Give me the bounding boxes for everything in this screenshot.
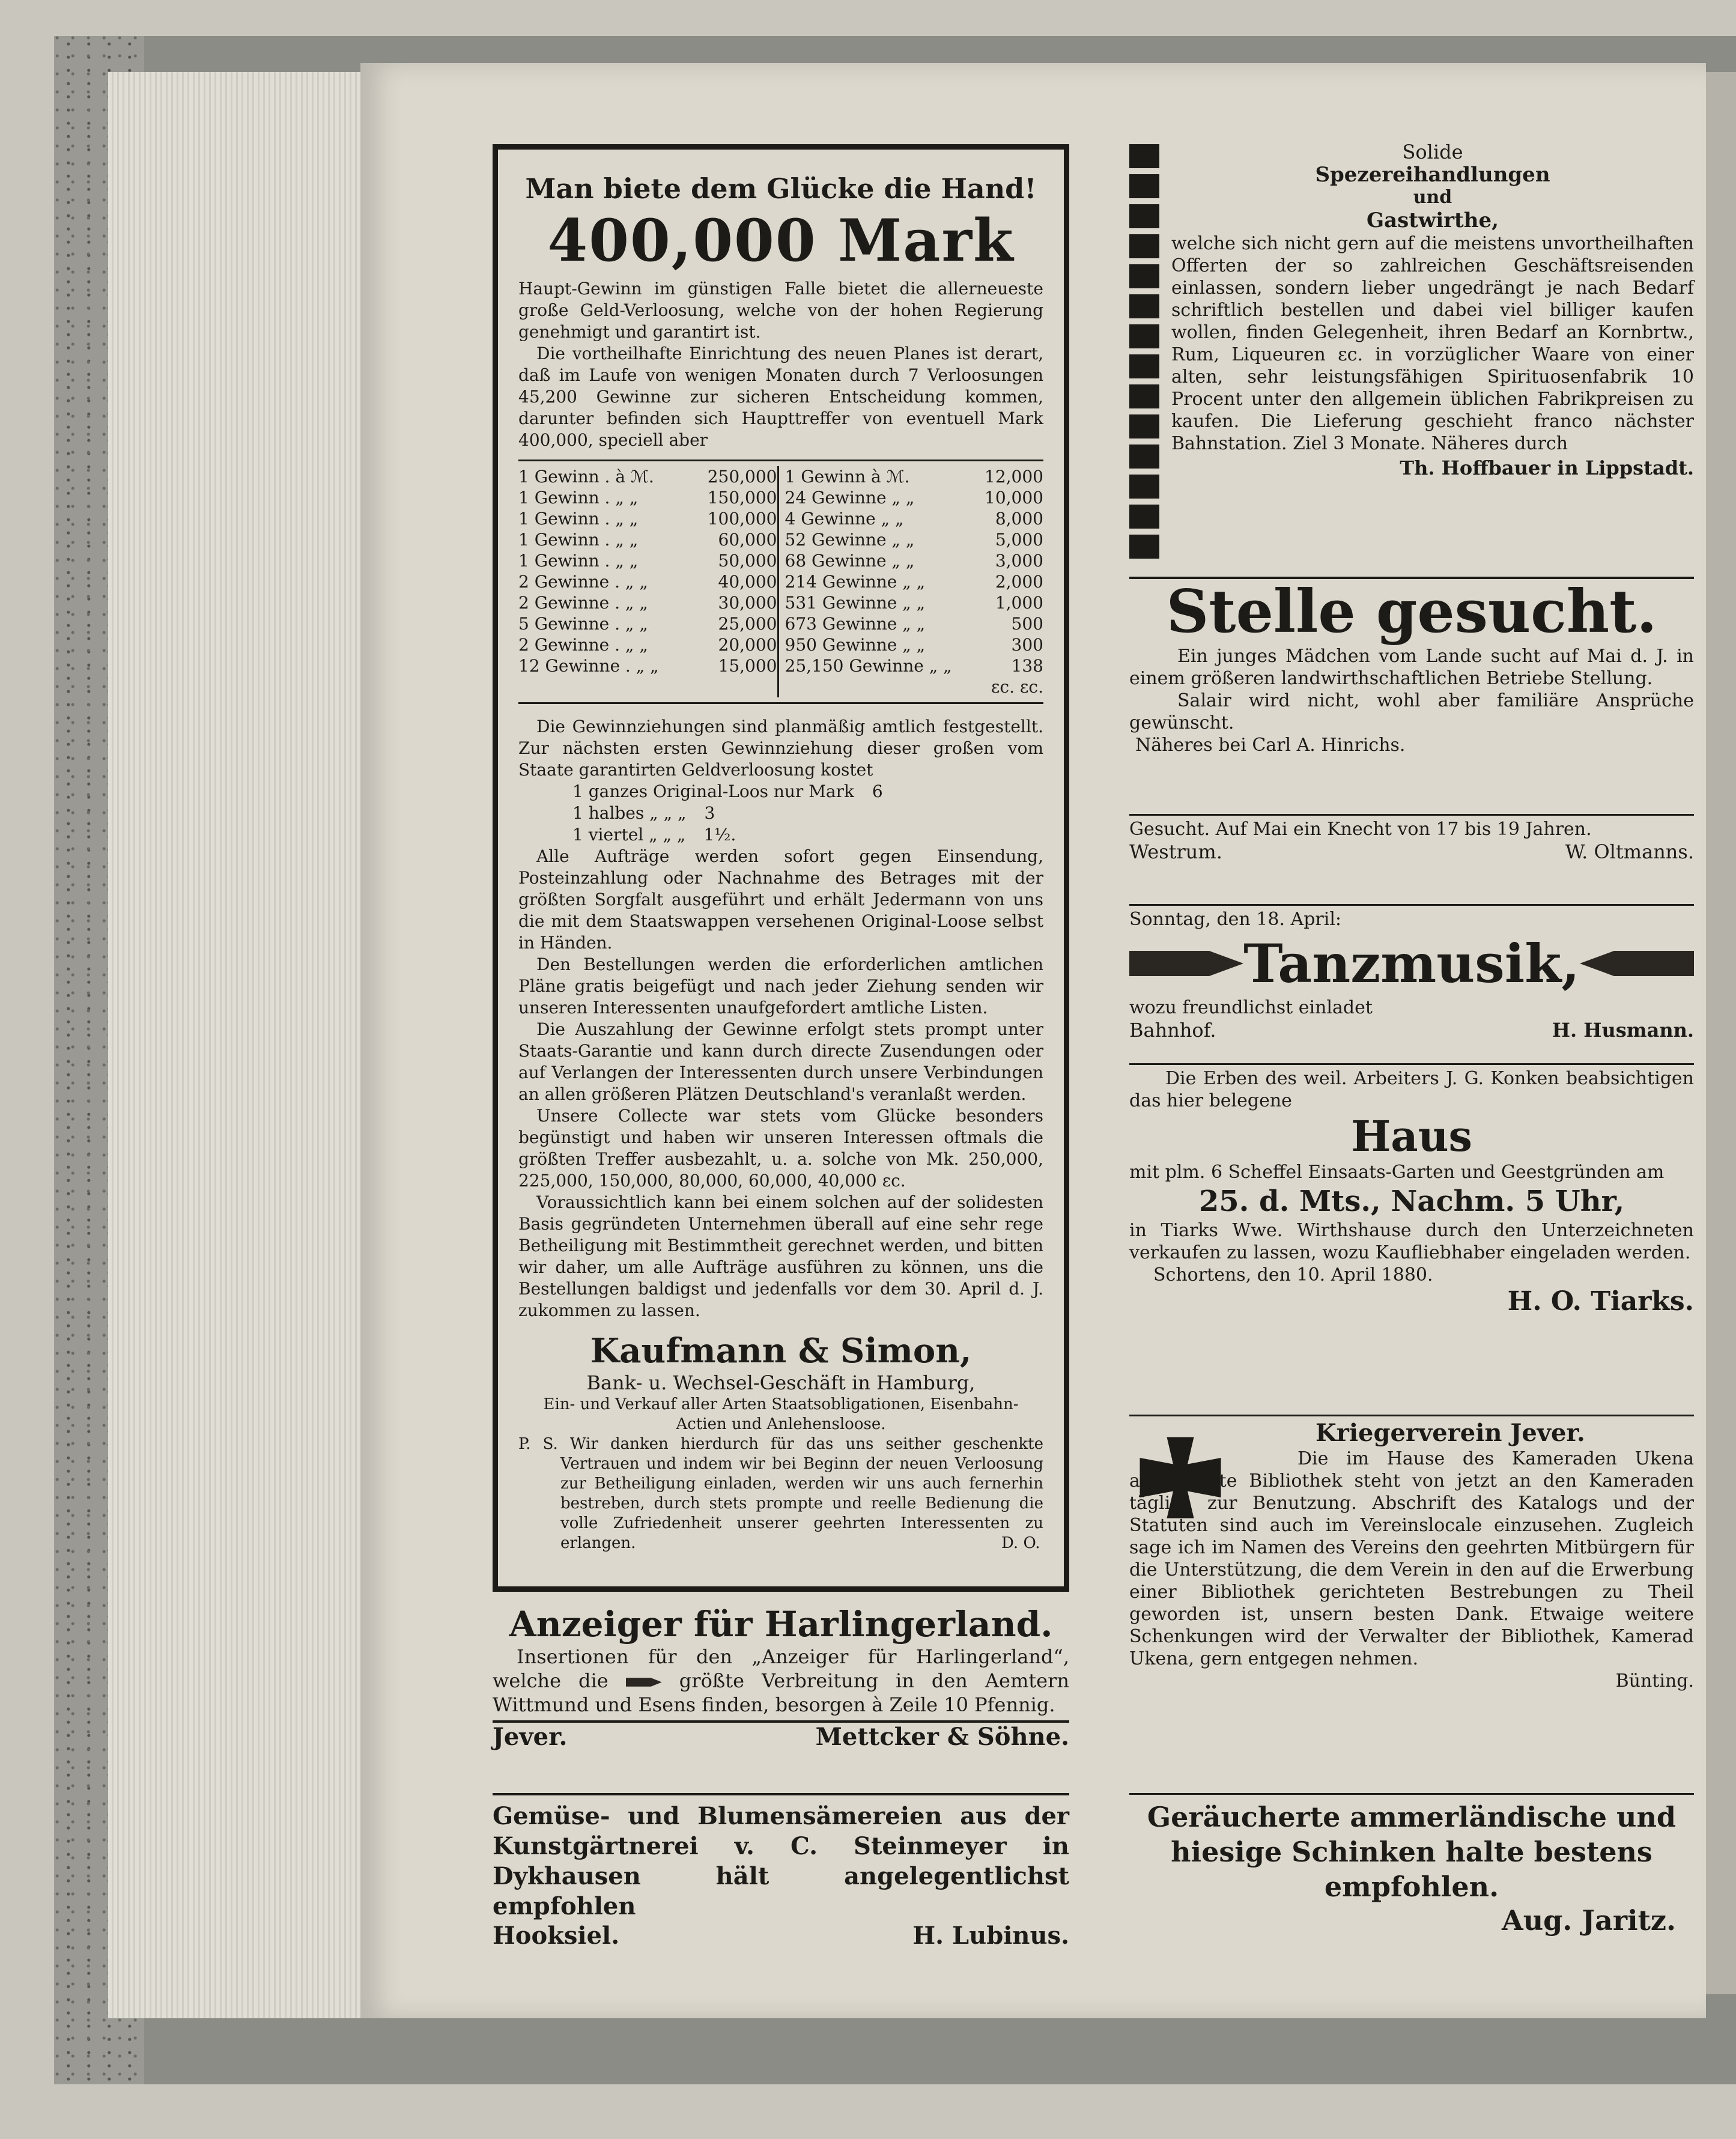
seeds-text: Gemüse- und Blumensämereien aus der Kunstgärtnerei v. C. Steinmeyer in Dykhausen hält angelegentlichst empfohlen — [493, 1802, 1069, 1920]
prize-row — [785, 529, 1044, 550]
lottery-draw-info: Die Gewinnziehungen sind planmäßig amtlich festgestellt. Zur nächsten ersten Gewinnziehung dieser großen vom Staate garantirten Geldverloosung kostet — [518, 717, 1043, 780]
anzeiger-signature — [493, 1720, 1069, 1751]
next-page-edge — [1706, 72, 1736, 1994]
prize-count: 1 Gewinn . à ℳ. — [518, 467, 654, 487]
prize-row — [785, 676, 1044, 697]
knecht-name: W. Oltmanns. — [1565, 840, 1694, 863]
anzeiger-advertisement — [493, 1604, 1069, 1751]
seeds-advertisement — [493, 1793, 1069, 1950]
lottery-plans: Den Bestellungen werden die erforderlichen amtlichen Pläne gratis beigefügt und nach jeder Ziehung senden wir unseren Interessenten unaufgefordert amtliche Listen. — [518, 954, 1043, 1018]
stelle-title: Stelle gesucht. — [1166, 577, 1657, 646]
anzeiger-title: Anzeiger für Harlingerland. — [509, 1604, 1053, 1645]
prize-amount: 300 — [1011, 635, 1043, 655]
page-edges — [108, 72, 360, 2018]
spezerei-head1: Solide — [1402, 141, 1463, 163]
pointing-hand-left-icon — [1580, 942, 1694, 985]
schinken-advertisement — [1129, 1793, 1694, 1937]
prize-amount: 150,000 — [707, 488, 777, 508]
stelle-text2: Salair wird nicht, wohl aber familiäre Ansprüche gewünscht. — [1129, 690, 1694, 733]
spezerei-sign: Th. Hoffbauer in Lippstadt. — [1400, 457, 1694, 479]
lottery-plan: Die vortheilhafte Einrichtung des neuen Planes ist derart, daß im Laufe von wenigen Monaten durch 7 Verloosungen 45,200 Gewinne zur sicheren Entscheidung kommen, darunter befinden sich Haupttreffer von eventuell Mark 400,000, speciell aber — [518, 344, 1043, 450]
prize-row — [785, 592, 1044, 613]
seeds-signature — [493, 1922, 1069, 1950]
lottery-orders: Alle Aufträge werden sofort gegen Einsendung, Posteinzahlung oder Nachnahme des Betrages mit der größten Sorgfalt ausgeführt und erhält Jedermann von uns die mit dem Staatswappen versehenen Original-Loose selbst in Händen. — [518, 846, 1043, 953]
knecht-place: Westrum. — [1129, 840, 1222, 863]
prize-row — [785, 466, 1044, 487]
prize-row — [785, 508, 1044, 529]
prize-amount: 5,000 — [995, 530, 1043, 550]
pointing-hand-icon — [626, 1675, 662, 1690]
lottery-payout: Die Auszahlung der Gewinne erfolgt stets prompt unter Staats-Garantie und kann durch directe Zusendungen oder auf Verlangen der Interessenten durch unsere Verbindungen an allen größeren Plätzen Deutschland's veranlaßt werden. — [518, 1019, 1043, 1104]
knecht-signature — [1129, 840, 1694, 863]
prize-count: 25,150 Gewinne „ „ — [785, 656, 952, 676]
prize-amount: 30,000 — [718, 593, 777, 613]
ticket-price-row — [518, 803, 1043, 824]
prize-amount: 8,000 — [995, 509, 1043, 529]
prize-row — [518, 571, 777, 592]
prize-row — [785, 550, 1044, 571]
haus-date: 25. d. Mts., Nachm. 5 Uhr, — [1198, 1185, 1625, 1218]
prize-row — [785, 613, 1044, 634]
prize-amount: 3,000 — [995, 551, 1043, 571]
tanz-title: Tanzmusik, — [1243, 932, 1580, 995]
haus-name: H. O. Tiarks. — [1507, 1286, 1694, 1317]
prize-count: 24 Gewinne „ „ — [785, 488, 915, 508]
lottery-advertisement — [493, 144, 1069, 1592]
prize-count: 1 Gewinn . „ „ — [518, 509, 639, 529]
prize-count: 531 Gewinne „ „ — [785, 593, 926, 613]
seeds-place: Hooksiel. — [493, 1922, 620, 1950]
ticket-price: 1½. — [703, 825, 736, 845]
prize-amount: 138 — [1011, 656, 1043, 676]
tanz-signature — [1129, 1019, 1694, 1042]
prize-row — [785, 655, 1044, 676]
prize-count: 68 Gewinne „ „ — [785, 551, 915, 571]
prize-amount: 1,000 — [995, 593, 1043, 613]
haus-text2: mit plm. 6 Scheffel Einsaats-Garten und Geestgründen am — [1129, 1162, 1665, 1183]
ticket-price-row — [518, 781, 1043, 803]
prize-amount: 50,000 — [718, 551, 777, 571]
ticket-price: 6 — [872, 781, 883, 801]
prize-count: 5 Gewinne . „ „ — [518, 614, 648, 634]
ticket-price-row — [518, 824, 1043, 846]
prize-row — [785, 487, 1044, 508]
prize-count: 2 Gewinne . „ „ — [518, 572, 648, 592]
prize-count: 673 Gewinne „ „ — [785, 614, 926, 634]
anzeiger-text: Insertionen für den „Anzeiger für Harlingerland“, welche die größte Verbreitung in den Aemtern Wittmund und Esens finden, besorgen à Zeile 10 Pfennig. — [493, 1645, 1070, 1716]
krieger-sign: Bünting. — [1615, 1670, 1694, 1691]
tanz-date: Sonntag, den 18. April: — [1129, 909, 1342, 930]
anzeiger-place: Jever. — [493, 1723, 568, 1751]
haus-title: Haus — [1351, 1111, 1472, 1161]
prize-row — [518, 655, 777, 676]
prize-amount: ɛc. ɛc. — [991, 677, 1043, 697]
prize-row — [518, 613, 777, 634]
knecht-text: Gesucht. Auf Mai ein Knecht von 17 bis 19 Jahren. — [1129, 819, 1592, 840]
tanz-text: wozu freundlichst einladet — [1129, 997, 1373, 1018]
pointing-hand-right-icon — [1129, 942, 1243, 985]
lottery-amount: 400,000 Mark — [547, 207, 1015, 275]
prize-table — [518, 460, 1043, 704]
lottery-firm-name: Kaufmann & Simon, — [590, 1331, 972, 1371]
lottery-firm-sub: Bank- u. Wechsel-Geschäft in Hamburg, — [586, 1371, 976, 1394]
stelle-text: Ein junges Mädchen vom Lande sucht auf Mai d. J. in einem größeren landwirthschaftlichen Betriebe Stellung. — [1129, 646, 1694, 689]
prize-row — [785, 571, 1044, 592]
prize-amount: 100,000 — [707, 509, 777, 529]
prize-row — [785, 634, 1044, 655]
haus-text: Die Erben des weil. Arbeiters J. G. Konken beabsichtigen das hier belegene — [1129, 1068, 1694, 1111]
tanz-name: H. Husmann. — [1552, 1019, 1694, 1042]
prize-count: 4 Gewinne „ „ — [785, 509, 904, 529]
ticket-price: 3 — [704, 803, 715, 823]
lottery-collecte: Unsere Collecte war stets vom Glücke besonders begünstigt und haben wir unseren Interessen oftmals die größten Treffer ausbezahlt, u. a. solche von Mk. 250,000, 225,000, 150,000, 80,000, 60,000, 40,000 ɛc. — [518, 1106, 1043, 1191]
prize-amount: 40,000 — [718, 572, 777, 592]
prize-amount: 60,000 — [718, 530, 777, 550]
prize-count: 1 Gewinn . „ „ — [518, 488, 639, 508]
prize-amount: 12,000 — [985, 467, 1043, 487]
haus-text3: in Tiarks Wwe. Wirthshause durch den Unterzeichneten verkaufen zu lassen, wozu Kaufliebhaber eingeladen werden. — [1129, 1220, 1694, 1263]
haus-advertisement — [1129, 1063, 1694, 1317]
prize-count: 1 Gewinn . „ „ — [518, 551, 639, 571]
lottery-headline: Man biete dem Glücke die Hand! — [525, 172, 1037, 205]
prize-count: 214 Gewinne „ „ — [785, 572, 926, 592]
decorative-black-bar — [1129, 144, 1159, 565]
prize-count: 1 Gewinn à ℳ. — [785, 467, 910, 487]
ticket-label: 1 halbes „ „ „ — [572, 803, 687, 823]
prize-column-left — [518, 466, 777, 697]
lottery-postscript: P. S. Wir danken hierdurch für das uns seither geschenkte Vertrauen und indem wir bei Beginn der neuen Verloosung zur Betheiligung einladen, werden wir uns auch fernerhin bestreben, durch stets prompte und reelle Bedienung die volle Zufriedenheit unserer geehrten Interessenten zu erlangen. D. O. — [518, 1435, 1043, 1552]
spezerei-head4: Gastwirthe, — [1367, 208, 1499, 232]
prize-amount: 500 — [1011, 614, 1043, 634]
prize-amount: 20,000 — [718, 635, 777, 655]
ticket-label: 1 ganzes Original-Loos nur Mark — [572, 781, 854, 801]
haus-place-date: Schortens, den 10. April 1880. — [1153, 1264, 1433, 1285]
spezerei-advertisement — [1171, 141, 1694, 481]
ticket-label: 1 viertel „ „ „ — [572, 825, 686, 845]
prize-row — [518, 592, 777, 613]
prize-amount: 25,000 — [718, 614, 777, 634]
stelle-advertisement — [1129, 577, 1694, 756]
prize-count: 2 Gewinne . „ „ — [518, 635, 648, 655]
tanz-title-row — [1129, 930, 1694, 997]
prize-count: 1 Gewinn . „ „ — [518, 530, 639, 550]
prize-count: 12 Gewinne . „ „ — [518, 656, 659, 676]
schinken-text: Geräucherte ammerländische und hiesige Schinken halte bestens empfohlen. — [1147, 1801, 1677, 1903]
prize-row — [518, 487, 777, 508]
knecht-advertisement — [1129, 814, 1694, 863]
tanz-advertisement — [1129, 904, 1694, 1042]
anzeiger-firm: Mettcker & Söhne. — [815, 1723, 1069, 1751]
spezerei-text: welche sich nicht gern auf die meistens unvortheilhaften Offerten der so zahlreichen Geschäftsreisenden einlassen, sondern lieber ungedrängt je nach Bedarf schriftlich bestellen und dabei viel billiger kaufen wollen, finden Gelegenheit, ihren Bedarf an Kornbrtw., Rum, Liqueuren ɛc. in vorzüglicher Waare von einer alten, sehr leistungsfähigen Spirituosenfabrik 10 Procent unter den allgemein üblichen Fabrikpreisen zu kaufen. Die Lieferung geschieht franco nächster Bahnstation. Ziel 3 Monate. Näheres durch — [1171, 233, 1694, 454]
prize-amount: 15,000 — [718, 656, 777, 676]
prize-count: 950 Gewinne „ „ — [785, 635, 926, 655]
spezerei-head2: Spezereihandlungen — [1315, 163, 1550, 187]
lottery-firm-sub2: Ein- und Verkauf aller Arten Staatsobligationen, Eisenbahn-Actien und Anlehensloose. — [543, 1395, 1019, 1433]
prize-column-right — [777, 466, 1044, 697]
ticket-price-list — [518, 781, 1043, 846]
krieger-text: Die im Hause des Kameraden Ukena aufgestellte Bibliothek steht von jetzt an den Kameraden täglich zur Benutzung. Abschrift des Katalogs und der Statuten sind auch im Vereinslocale einzusehen. Zugleich sage ich im Namen des Vereins den geehrten Mitbürgern für die Unterstützung, die dem Verein in den auf die Erwerbung einer Bibliothek gerichteten Bestrebungen zu Theil geworden ist, unsern besten Dank. Etwaige weitere Schenkungen wird der Verwalter der Bibliothek, Kamerad Ukena, gern entgegen nehmen. — [1129, 1448, 1694, 1669]
stelle-contact: Näheres bei Carl A. Hinrichs. — [1135, 735, 1406, 756]
prize-row — [518, 529, 777, 550]
prize-row — [518, 466, 777, 487]
prize-count: 2 Gewinne . „ „ — [518, 593, 648, 613]
prize-row — [518, 508, 777, 529]
krieger-advertisement — [1129, 1415, 1694, 1692]
prize-amount: 250,000 — [707, 467, 777, 487]
prize-row — [518, 550, 777, 571]
schinken-name: Aug. Jaritz. — [1502, 1904, 1676, 1937]
seeds-name: H. Lubinus. — [912, 1922, 1069, 1950]
prize-count: 52 Gewinne „ „ — [785, 530, 915, 550]
prize-row — [518, 634, 777, 655]
spezerei-head3: und — [1413, 187, 1452, 208]
lottery-closing: Voraussichtlich kann bei einem solchen auf der solidesten Basis gegründeten Unternehmen überall auf eine sehr rege Betheiligung mit Bestimmtheit gerechnet werden, und bitten wir daher, um alle Aufträge ausführen zu können, uns die Bestellungen baldigst und jedenfalls vor dem 30. April d. J. zukommen zu lassen. — [518, 1192, 1043, 1320]
krieger-title: Kriegerverein Jever. — [1316, 1419, 1585, 1447]
prize-amount: 2,000 — [995, 572, 1043, 592]
tanz-place: Bahnhof. — [1129, 1019, 1216, 1042]
lottery-intro: Haupt-Gewinn im günstigen Falle bietet die allerneueste große Geld-Verloosung, welche von der hohen Regierung genehmigt und garantirt ist. — [518, 279, 1043, 342]
prize-amount: 10,000 — [985, 488, 1043, 508]
